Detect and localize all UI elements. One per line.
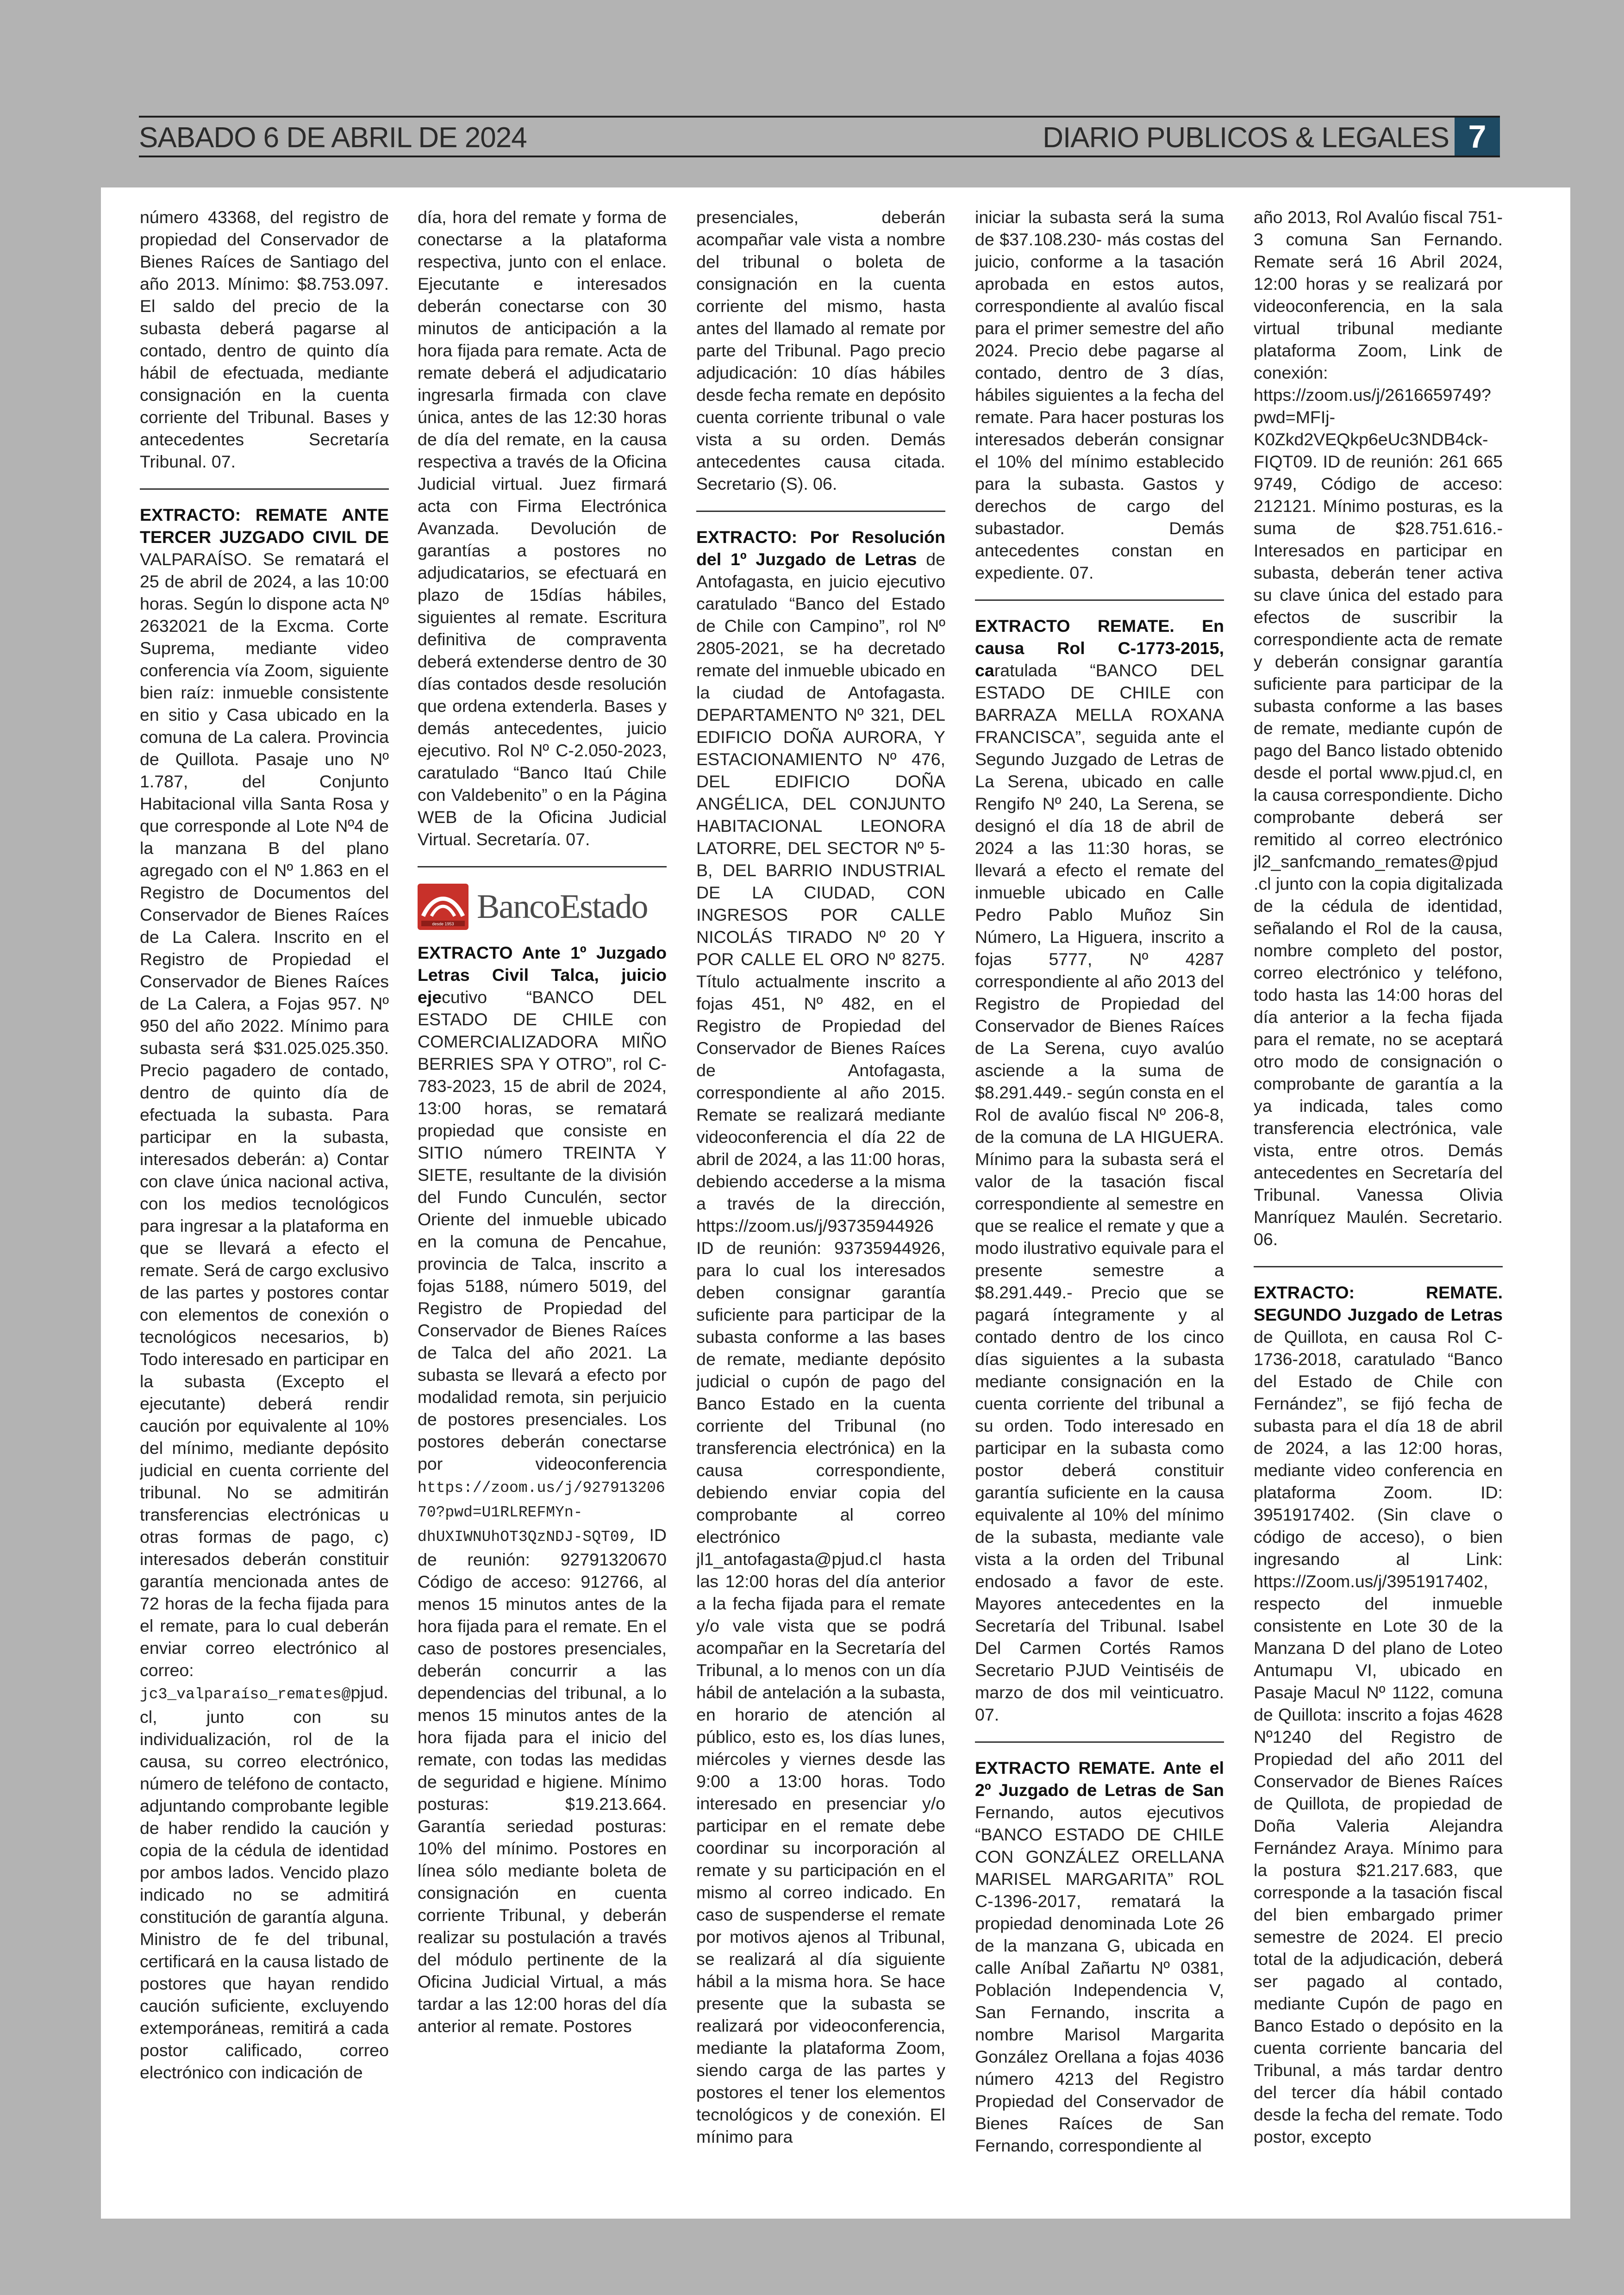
notice-text: pjud.cl, junto con su individualización, rol de la causa, su correo electrónico, número de teléfono de contacto, adjuntando comprobante legible de haber rendido la caución y copia de la cédula de identidad por ambos lados. Vencido plazo indicado no se admitirá constitución de garantía alguna. Ministro de fe del tribunal, certificará en la causa listado de postores que hayan rendido caución suficiente, excluyendo extemporáneas, remitirá a cada postor calificado, correo electrónico con indicación de — [140, 1683, 389, 2082]
notice-text: VALPARAÍSO. Se rematará el 25 de abril de 2024, a las 10:00 horas. Según lo dispone acta Nº 2632021 de la Excma. Corte Suprema, mediante video conferencia vía Zoom, siguiente bien raíz: inmueble consistente en sitio y Casa ubicado en la comuna de La calera. Provincia de Quillota. Pasaje uno Nº 1.787, del Conjunto Habitacional villa Santa Rosa y que corresponde al Lote Nº4 de la manzana B del plano agregado con el Nº 1.863 en el Registro de Documentos del Conservador de Bienes Raíces de La Calera. Inscrito en el Registro de Propiedad el Conservador de Bienes Raíces de La Calera, a Fojas 957. Nº 950 del año 2022. Mínimo para subasta será $31.025.025.350. Precio pagadero de contado, dentro de quinto día de efectuada la subasta. Para participar en la subasta, interesados deberán: a) Contar con clave única nacional activa, con los medios tecnológicos para ingresar a la plataforma en que se llevará a efecto el remate. Será de cargo exclusivo de las partes y postores contar con elementos de conexión o tecnológicos necesarios, b) Todo interesado en participar en la subasta (Excepto el ejecutante) deberá rendir caución por equivalente al 10% del mínimo, mediante depósito judicial en cuenta corriente del tribunal. No se admitirán transferencias electrónicas u otras formas de pago, c) interesados deberán constituir garantía mencionada antes de 72 horas de la fecha fijada para el remate, para lo cual deberán enviar correo electrónico al correo: — [140, 549, 389, 1680]
page-number: 7 — [1455, 118, 1500, 156]
notice — [975, 1757, 1224, 2157]
column-5 — [1254, 206, 1503, 2210]
notice-divider — [975, 599, 1224, 601]
bancoestado-logo — [418, 881, 667, 932]
notice — [696, 526, 945, 2148]
bancoestado-mark-icon — [418, 884, 468, 930]
page-body — [101, 187, 1570, 2219]
notice-lead: EXTRACTO REMATE. En causa Rol C-1773-2015, ca — [975, 616, 1224, 680]
notice-divider — [696, 511, 945, 512]
notice — [1254, 1281, 1503, 2148]
notice-lead: EXTRACTO: REMATE. SEGUNDO Juzgado de Letras — [1254, 1283, 1503, 1324]
notice-text: Fernando, autos ejecutivos “BANCO ESTADO DE CHILE CON GONZÁLEZ ORELLANA MARISEL MARGARITA” ROL C-1396-2017, rematará la propiedad denominada Lote 26 de la manzana G, ubicada en calle Aníbal Zañartu Nº 0381, Población Independencia V, San Fernando, inscrita a nombre Marisol Margarita González Orellana a fojas 4036 número 4213 del Registro Propiedad del Conservador de Bienes Raíces de San Fernando, correspondiente al — [975, 1802, 1224, 2155]
notice — [975, 615, 1224, 1726]
notice-lead: EXTRACTO: REMATE ANTE TERCER JUZGADO CIVIL DE — [140, 505, 389, 547]
notice-text: día, hora del remate y forma de conectarse a la plataforma respectiva, junto con el enlace. Ejecutante e interesados deberán conectarse con 30 minutos de anticipación a la hora fijada para remate. Acta de remate deberá el adjudicatario ingresarla firmada con clave única, antes de las 12:30 horas de día del remate, en la causa respectiva a través de la Oficina Judicial virtual. Juez firmará acta con Firma Electrónica Avanzada. Devolución de garantías a postores no adjudicatarios, se efectuará en plazo de 15días hábiles, siguientes al remate. Escritura definitiva de compraventa deberá extenderse dentro de 30 días contados desde resolución que ordena extenderla. Bases y demás antecedentes, juicio ejecutivo. Rol Nº C-2.050-2023, caratulado “Banco Itaú Chile con Valdebenito” o en la Página WEB de la Oficina Judicial Virtual. Secretaría. 07. — [418, 207, 667, 849]
header-publication: DIARIO PUBLICOS & LEGALES — [1043, 122, 1449, 154]
notice-text: número 43368, del registro de propiedad del Conservador de Bienes Raíces de Santiago del año 2013. Mínimo: $8.753.097. El saldo del precio de la subasta deberá pagarse al contado, dentro de quinto día hábil de efectuada, mediante consignación en la cuenta corriente del Tribunal. Bases y antecedentes Secretaría Tribunal. 07. — [140, 207, 389, 471]
notice-divider — [418, 866, 667, 867]
notice-text: año 2013, Rol Avalúo fiscal 751-3 comuna San Fernando. Remate será 16 Abril 2024, 12:00 horas y se realizará por videoconferencia, en la sala virtual tribunal mediante plataforma Zoom, Link de conexión: https://zoom.us/j/2616659749?pwd=MFIj-K0Zkd2VEQkp6eUc3NDB4ck-FIQT09. ID de reunión: 261 665 9749, Código de acceso: 212121. Mínimo posturas, es la suma de $28.751.616.- Interesados en participar en subasta, deberán tener activa su clave única del estado para efectos de suscribir la correspondiente acta de remate y deberán consignar garantía suficiente para participar de la subasta conforme a las bases de remate, mediante cupón de pago del Banco listado obtenido desde el portal www.pjud.cl, en la causa correspondiente. Dicho comprobante deberá ser remitido al correo electrónico jl2_sanfcmando_remates@pjud.cl junto con la copia digitalizada de la cédula de identidad, señalando el Rol de la causa, nombre completo del postor, correo electrónico y teléfono, todo hasta las 14:00 horas del día anterior a la fecha fijada para el remate, no se aceptará otro modo de consignación o comprobante de garantía a la ya indicada, tales como transferencia electrónica, vale vista, entre otros. Demás antecedentes en Secretaría del Tribunal. Vanessa Olivia Manríquez Maulén. Secretario. 06. — [1254, 207, 1503, 1249]
notice-text: cutivo “BANCO DEL ESTADO DE CHILE con COMERCIALIZADORA MIÑO BERRIES SPA Y OTRO”, rol C-783-2023, 15 de abril de 2024, 13:00 horas, se rematará propiedad que consiste en SITIO número TREINTA Y SIETE, resultante de la división del Fundo Cunculén, sector Oriente del inmueble ubicado en la comuna de Pencahue, provincia de Talca, inscrito a fojas 5188, número 5019, del Registro de Propiedad del Conservador de Bienes Raíces de Talca del año 2021. La subasta se llevará a efecto por modalidad remota, sin perjuicio de postores presenciales. Los postores deberán conectarse por videoconferencia — [418, 987, 667, 1473]
notice-divider — [140, 488, 389, 490]
notice — [418, 942, 667, 2037]
notice-text: de Antofagasta, en juicio ejecutivo caratulado “Banco del Estado de Chile con Campino”, rol Nº 2805-2021, se ha decretado remate del inmueble ubicado en la ciudad de Antofagasta. DEPARTAMENTO Nº 321, DEL EDIFICIO DOÑA AURORA, Y ESTACIONAMIENTO Nº 476, DEL EDIFICIO DOÑA ANGÉLICA, DEL CONJUNTO HABITACIONAL LEONORA LATORRE, DEL SECTOR Nº 5-B, DEL BARRIO INDUSTRIAL DE LA CIUDAD, CON INGRESOS POR CALLE NICOLÁS TIRADO Nº 20 Y POR CALLE EL ORO Nº 8275. Título actualmente inscrito a fojas 451, Nº 482, en el Registro de Propiedad del Conservador de Bienes Raíces de Antofagasta, correspondiente al año 2015. Remate se realizará mediante videoconferencia el día 22 de abril de 2024, a las 11:00 horas, debiendo accederse a la misma a través de la dirección, https://zoom.us/j/93735944926 ID de reunión: 93735944926, para lo cual los interesados deben consignar garantía suficiente para participar de la subasta conforme a las bases de remate, mediante depósito judicial o cupón de pago del Banco Estado en la cuenta corriente del Tribunal (no transferencia electrónica) en la causa correspondiente, debiendo enviar copia del comprobante al correo electrónico jl1_antofagasta@pjud.cl hasta las 12:00 horas del día anterior a la fecha fijada para el remate y/o vale vista que se podrá acompañar en la Secretaría del Tribunal, a lo menos con un día hábil de antelación a la subasta, en horario de atención al público, esto es, los días lunes, miércoles y viernes desde las 9:00 a 13:00 horas. Todo interesado en presenciar y/o participar en el remate debe coordinar su incorporación al remate y su participación en el mismo al correo indicado. En caso de suspenderse el remate por motivos ajenos al Tribunal, se realizará al día siguiente hábil a la misma hora. Se hace presente que la subasta se realizará por videoconferencia, mediante la plataforma Zoom, siendo carga de las partes y postores el tener los elementos tecnológicos y de conexión. El mínimo para — [696, 549, 945, 2146]
notice — [140, 504, 389, 2083]
header-date: SABADO 6 DE ABRIL DE 2024 — [139, 122, 527, 154]
notice-lead: EXTRACTO Ante 1º Juzgado Letras Civil Talca, juicio eje — [418, 943, 667, 1007]
notice-text: iniciar la subasta será la suma de $37.108.230- más costas del juicio, conforme a la tasación aprobada en estos autos, correspondiente al avalúo fiscal para el primer semestre del año 2024. Precio debe pagarse al contado, dentro de 3 días, hábiles siguientes a la fecha del remate. Para hacer posturas los interesados deberán consignar el 10% del mínimo establecido para la subasta. Gastos y derechos de cargo del subastador. Demás antecedentes constan en expediente. 07. — [975, 207, 1224, 582]
column-2 — [418, 206, 667, 2210]
notice-text: presenciales, deberán acompañar vale vista a nombre del tribunal o boleta de consignación en la cuenta corriente del mismo, hasta antes del llamado al remate por parte del Tribunal. Pago precio adjudicación: 10 días hábiles desde fecha remate en depósito cuenta corriente tribunal o vale vista a su orden. Demás antecedentes causa citada. Secretario (S). 06. — [696, 207, 945, 493]
column-3 — [696, 206, 945, 2210]
column-1 — [140, 206, 389, 2210]
notice-divider — [975, 1741, 1224, 1743]
column-4 — [975, 206, 1224, 2210]
notice-lead: EXTRACTO: Por Resolución del 1º Juzgado de Letras — [696, 527, 945, 569]
logo-tagline: desde 1953 — [432, 922, 454, 926]
notice-link: https://zoom.us/j/92791320670?pwd=U1RLREFMYn-dhUXIWNUhOT3QzNDJ-SQT09, — [418, 1479, 665, 1546]
notice-lead: EXTRACTO REMATE. Ante el 2º Juzgado de Letras de San — [975, 1758, 1224, 1800]
logo-wordmark: BancoEstado — [477, 888, 648, 926]
notice-divider — [1254, 1266, 1503, 1267]
notice-text: de Quillota, en causa Rol C-1736-2018, caratulado “Banco del Estado de Chile con Fernández”, se fijó fecha de subasta para el día 18 de abril de 2024, a las 12:00 horas, mediante video conferencia en plataforma Zoom. ID: 3951917402. (Sin clave o código de acceso), o bien ingresando al Link: https://Zoom.us/j/3951917402, respecto del inmueble consistente en Lote 30 de la Manzana D del plano de Loteo Antumapu VI, ubicado en Pasaje Macul Nº 1122, comuna de Quillota: inscrito a fojas 4628 Nº1240 del Registro de Propiedad del año 2011 del Conservador de Bienes Raíces de Quillota, de propiedad de Doña Valeria Alejandra Fernández Araya. Mínimo para la postura $21.217.683, que corresponde a la tasación fiscal del bien embargado primer semestre de 2024. El precio total de la adjudicación, deberá ser pagado al contado, mediante Cupón de pago en Banco Estado o depósito en la cuenta corriente bancaria del Tribunal, a más tardar dentro del tercer día hábil contado desde la fecha del remate. Todo postor, excepto — [1254, 1327, 1503, 2146]
page-header — [139, 116, 1500, 157]
notice-text: ID de reunión: 92791320670 Código de acceso: 912766, al menos 15 minutos antes de la hora fijada para el remate. En el caso de postores presenciales, deberán concurrir a las dependencias del tribunal, a lo menos 15 minutos antes de la hora fijada para el inicio del remate, con todas las medidas de seguridad e higiene. Mínimo posturas: $19.213.664. Garantía seriedad posturas: 10% del mínimo. Postores en línea sólo mediante boleta de consignación en cuenta corriente Tribunal, y deberán realizar su postulación a través del módulo pertinente de la Oficina Judicial Virtual, a más tardar a las 12:00 horas del día anterior al remate. Postores — [418, 1525, 667, 2036]
notice-email: jc3_valparaíso_remates@ — [140, 1686, 351, 1703]
notice-text: ratulada “BANCO DEL ESTADO DE CHILE con BARRAZA MELLA ROXANA FRANCISCA”, seguida ante el Segundo Juzgado de Letras de La Serena, ubicado en calle Rengifo Nº 240, La Serena, se designó el día 18 de abril de 2024 a las 11:30 horas, se llevará a efecto el remate del inmueble ubicado en Calle Pedro Pablo Muñoz Sin Número, La Higuera, inscrito a fojas 5777, Nº 4287 correspondiente al año 2013 del Registro de Propiedad del Conservador de Bienes Raíces de La Serena, cuyo avalúo asciende a la suma de $8.291.449.- según consta en el Rol de avalúo fiscal Nº 206-8, de la comuna de LA HIGUERA. Mínimo para la subasta será el valor de la tasación fiscal correspondiente al semestre en que se realice el remate y que a modo ilustrativo equivale para el presente semestre a $8.291.449.- Precio que se pagará íntegramente y al contado dentro de los cinco días siguientes a la subasta mediante consignación en la cuenta corriente del tribunal a su orden. Todo interesado en participar en la subasta como postor deberá constituir garantía suficiente en la causa equivalente al 10% del mínimo de la subasta, mediante vale vista a la orden del Tribunal endosado a favor de este. Mayores antecedentes en la Secretaría del Tribunal. Isabel Del Carmen Cortés Ramos Secretario PJUD Veintiséis de marzo de dos mil veinticuatro. 07. — [975, 661, 1224, 1724]
